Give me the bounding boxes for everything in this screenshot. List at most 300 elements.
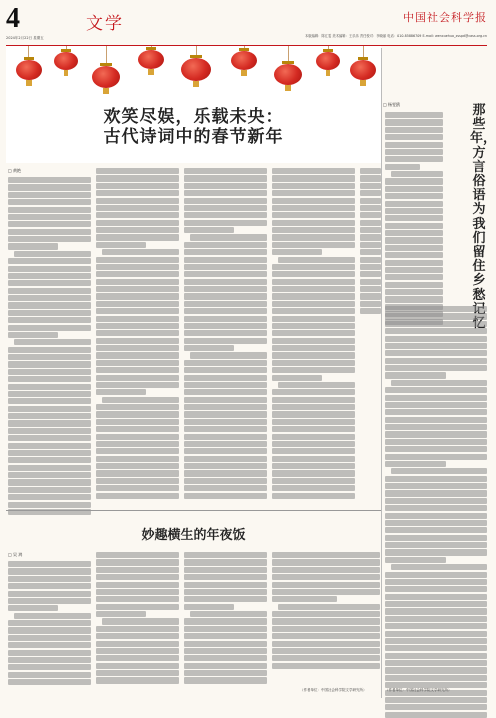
text-line: [385, 343, 487, 349]
text-line: [184, 493, 267, 499]
text-line: [184, 367, 267, 373]
text-line: [272, 249, 322, 255]
text-line: [385, 350, 487, 356]
text-line: [8, 494, 91, 500]
text-line: [8, 310, 91, 316]
lantern-icon: [231, 51, 257, 70]
text-line: [385, 520, 487, 526]
text-line: [184, 470, 267, 476]
text-line: [385, 476, 487, 482]
text-line: [8, 420, 91, 426]
text-line: [385, 134, 443, 140]
text-line: [96, 434, 179, 440]
text-line: [184, 293, 267, 299]
text-line: [184, 242, 267, 248]
text-line: [184, 249, 267, 255]
text-line: [8, 177, 91, 183]
text-line: [272, 360, 355, 366]
text-line: [184, 655, 267, 661]
text-line: [96, 456, 179, 462]
text-line: [272, 286, 355, 292]
text-line: [272, 552, 380, 558]
lantern-icon: [181, 58, 211, 81]
text-line: [184, 574, 267, 580]
text-line: [272, 330, 355, 336]
masthead: [6, 5, 487, 45]
text-line: [96, 360, 179, 366]
text-line: [385, 424, 487, 430]
text-line: [8, 280, 91, 286]
text-line: [184, 360, 267, 366]
feature-column-5: [360, 168, 381, 506]
text-line: [360, 308, 381, 314]
lantern-icon: [138, 50, 164, 69]
lantern-icon: [316, 52, 340, 70]
text-line: [385, 653, 487, 659]
text-line: [272, 641, 380, 647]
text-line: [272, 663, 380, 669]
text-line: [8, 406, 91, 412]
text-line: [385, 245, 443, 251]
text-line: [272, 618, 380, 624]
text-line: [360, 257, 381, 263]
text-line: [385, 358, 487, 364]
text-line: [96, 633, 179, 639]
text-line: [360, 183, 381, 189]
text-line: [385, 535, 487, 541]
text-line: [8, 221, 91, 227]
text-line: [96, 463, 179, 469]
sidebar-column-2: [385, 306, 487, 686]
text-line: [96, 316, 179, 322]
text-line: [8, 591, 91, 597]
text-line: [385, 645, 487, 651]
text-line: [8, 354, 91, 360]
text-line: [278, 382, 355, 388]
text-line: [190, 234, 267, 240]
text-line: [385, 461, 446, 467]
text-line: [385, 549, 487, 555]
lantern-icon: [16, 60, 42, 80]
text-line: [8, 398, 91, 404]
feature-column-2: [96, 168, 179, 506]
text-line: [184, 404, 267, 410]
text-line: [8, 236, 91, 242]
text-line: [102, 618, 179, 624]
text-line: [184, 382, 267, 388]
text-line: [360, 175, 381, 181]
text-line: [184, 582, 267, 588]
text-line: [391, 171, 443, 177]
text-line: [385, 660, 487, 666]
text-line: [8, 258, 91, 264]
text-line: [96, 604, 179, 610]
text-line: [360, 220, 381, 226]
text-line: [184, 205, 267, 211]
text-line: [385, 252, 443, 258]
text-line: [96, 175, 179, 181]
text-line: [360, 279, 381, 285]
text-line: [385, 296, 443, 302]
text-line: [8, 332, 58, 338]
text-line: [385, 289, 443, 295]
text-line: [96, 574, 179, 580]
text-line: [96, 338, 179, 344]
text-line: [96, 552, 179, 558]
text-line: [360, 293, 381, 299]
text-line: [184, 338, 267, 344]
text-line: [8, 376, 91, 382]
text-line: [96, 559, 179, 565]
text-line: [8, 391, 91, 397]
text-line: [385, 697, 487, 703]
text-line: [184, 641, 267, 647]
text-line: [96, 596, 179, 602]
text-line: [96, 257, 179, 263]
text-line: [184, 190, 267, 196]
text-line: [8, 598, 91, 604]
text-line: [184, 677, 267, 683]
text-line: [385, 638, 487, 644]
text-line: [8, 465, 91, 471]
text-line: [14, 251, 91, 257]
text-line: [385, 365, 487, 371]
text-line: [385, 616, 487, 622]
text-line: [272, 205, 355, 211]
text-line: [385, 142, 443, 148]
text-line: [8, 472, 91, 478]
text-line: [391, 380, 487, 386]
text-line: [8, 192, 91, 198]
text-line: [385, 186, 443, 192]
text-line: [272, 493, 355, 499]
lantern-icon: [54, 52, 78, 70]
sidebar-column-1: [385, 112, 443, 302]
text-line: [385, 178, 443, 184]
text-line: [272, 478, 355, 484]
text-line: [96, 264, 179, 270]
text-line: [96, 582, 179, 588]
section-title: 文学: [86, 14, 124, 34]
text-line: [272, 389, 355, 395]
text-line: [385, 409, 487, 415]
text-line: [385, 446, 487, 452]
sidebar-title: [448, 103, 496, 303]
text-line: [8, 502, 91, 508]
text-line: [360, 286, 381, 292]
text-line: [96, 426, 179, 432]
text-line: [184, 448, 267, 454]
text-line: [184, 308, 267, 314]
text-line: [96, 345, 179, 351]
text-line: [8, 347, 91, 353]
text-line: [385, 579, 487, 585]
text-line: [385, 601, 487, 607]
text-line: [272, 463, 355, 469]
text-line: [8, 635, 91, 641]
text-line: [184, 227, 234, 233]
text-line: [96, 589, 179, 595]
feature-column-1: [8, 168, 91, 506]
text-line: [184, 301, 267, 307]
text-line: [184, 589, 267, 595]
text-line: [184, 411, 267, 417]
text-line: [96, 567, 179, 573]
second-article-column-3: [184, 552, 267, 692]
text-line: [96, 375, 179, 381]
text-line: [96, 190, 179, 196]
text-line: [96, 448, 179, 454]
text-line: [385, 608, 487, 614]
text-line: [184, 279, 267, 285]
text-line: [272, 426, 355, 432]
text-line: [96, 242, 146, 248]
text-line: [8, 479, 91, 485]
text-line: [96, 286, 179, 292]
sidebar-title-text: 那些年，方言俗语为我们留住乡愁: [470, 103, 496, 303]
feature-subtitle: 古代诗词中的春节新年: [103, 127, 284, 147]
second-article-column-4: [272, 552, 380, 680]
feature-column-4: [272, 168, 355, 506]
text-line: [184, 648, 267, 654]
text-line: [96, 470, 179, 476]
text-line: [385, 336, 487, 342]
text-line: [8, 229, 91, 235]
text-line: [272, 242, 355, 248]
text-line: [385, 201, 443, 207]
text-line: [360, 242, 381, 248]
text-line: [14, 613, 91, 619]
text-line: [184, 212, 267, 218]
text-line: [272, 419, 355, 425]
text-line: [184, 478, 267, 484]
text-line: [385, 490, 487, 496]
second-article-title: 妙趣横生的年夜饭: [141, 528, 246, 543]
article-divider: [6, 510, 381, 511]
text-line: [96, 485, 179, 491]
text-line: [360, 198, 381, 204]
text-line: [184, 257, 267, 263]
text-line: [96, 220, 179, 226]
text-line: [96, 279, 179, 285]
text-line: [184, 426, 267, 432]
text-line: [184, 345, 234, 351]
text-line: [272, 308, 355, 314]
text-line: [184, 663, 267, 669]
text-line: [8, 568, 91, 574]
text-line: [96, 183, 179, 189]
text-line: [272, 190, 355, 196]
text-line: [96, 205, 179, 211]
text-line: [272, 316, 355, 322]
text-line: [272, 596, 337, 602]
text-line: [385, 631, 487, 637]
text-line: [184, 168, 267, 174]
text-line: [272, 234, 355, 240]
text-line: [8, 450, 91, 456]
lantern-icon: [350, 60, 376, 80]
text-line: [184, 323, 267, 329]
text-line: [272, 582, 380, 588]
lantern-icon: [92, 66, 120, 88]
text-line: [184, 604, 234, 610]
text-line: [184, 330, 267, 336]
text-line: [272, 367, 355, 373]
text-line: [385, 527, 487, 533]
text-line: [8, 361, 91, 367]
text-line: [184, 626, 267, 632]
sidebar-author-note: （作者单位：中国社会科学院文学研究所）: [385, 688, 452, 692]
text-line: [385, 454, 487, 460]
text-line: [272, 655, 380, 661]
text-line: [272, 175, 355, 181]
text-line: [385, 260, 443, 266]
text-line: [184, 389, 267, 395]
text-line: [385, 439, 487, 445]
text-line: [8, 317, 91, 323]
text-line: [184, 485, 267, 491]
text-line: [385, 164, 420, 170]
text-line: [272, 441, 355, 447]
text-line: [385, 675, 487, 681]
text-line: [272, 404, 355, 410]
text-line: [96, 234, 179, 240]
text-line: [385, 328, 487, 334]
text-line: [272, 411, 355, 417]
text-line: [272, 323, 355, 329]
text-line: [96, 330, 179, 336]
text-line: [385, 557, 446, 563]
text-line: [391, 564, 487, 570]
text-line: [385, 667, 487, 673]
text-line: [8, 561, 91, 567]
text-line: [96, 411, 179, 417]
text-line: [360, 234, 381, 240]
text-line: [96, 323, 179, 329]
text-line: [184, 397, 267, 403]
text-line: [190, 611, 267, 617]
text-line: [272, 352, 355, 358]
text-line: [385, 372, 446, 378]
text-line: [272, 456, 355, 462]
text-line: [385, 321, 487, 327]
text-line: [96, 389, 146, 395]
text-line: [272, 559, 380, 565]
text-line: [385, 542, 487, 548]
text-line: [184, 183, 267, 189]
text-line: [385, 215, 443, 221]
text-line: [8, 679, 91, 685]
text-line: [272, 168, 355, 174]
text-line: [8, 243, 58, 249]
feature-hero: [6, 46, 381, 163]
text-line: [272, 264, 355, 270]
text-line: [96, 670, 179, 676]
text-line: [96, 382, 179, 388]
text-line: [8, 325, 91, 331]
text-line: [184, 419, 267, 425]
feature-title: 欢笑尽娱，乐载未央：: [103, 107, 284, 127]
text-line: [8, 664, 91, 670]
text-line: [96, 168, 179, 174]
text-line: [272, 574, 380, 580]
text-line: [272, 293, 355, 299]
text-line: [96, 478, 179, 484]
text-line: [96, 626, 179, 632]
text-line: [184, 633, 267, 639]
text-line: [8, 214, 91, 220]
text-line: [184, 670, 267, 676]
text-line: [385, 267, 443, 273]
sidebar-divider: [381, 48, 382, 698]
text-line: [184, 552, 267, 558]
text-line: [184, 220, 267, 226]
editors-line: 本版编辑：陈汇雯 美术编辑：王乐乐 责任校对：李晓丽 电话：010-85886709 E-mail: wenxuehuo_zsspd@cass.org.cn: [304, 34, 487, 38]
text-line: [102, 249, 179, 255]
text-line: [272, 212, 355, 218]
text-line: [272, 485, 355, 491]
text-line: [385, 313, 487, 319]
text-line: [385, 387, 487, 393]
page-number: 4: [6, 3, 20, 34]
text-line: [385, 623, 487, 629]
text-line: [272, 301, 355, 307]
text-line: [385, 237, 443, 243]
text-line: [385, 274, 443, 280]
text-line: [184, 375, 267, 381]
text-line: [360, 264, 381, 270]
second-article-byline: □ 吴 鸿: [8, 552, 23, 557]
text-line: [272, 626, 380, 632]
text-line: [8, 288, 91, 294]
text-line: [272, 183, 355, 189]
text-line: [96, 641, 179, 647]
text-line: [8, 576, 91, 582]
text-line: [8, 199, 91, 205]
text-line: [272, 271, 355, 277]
text-line: [96, 404, 179, 410]
text-line: [385, 572, 487, 578]
lantern-icon: [274, 64, 302, 85]
text-line: [272, 611, 380, 617]
text-line: [278, 604, 380, 610]
text-line: [385, 505, 487, 511]
text-line: [385, 395, 487, 401]
text-line: [8, 605, 58, 611]
text-line: [96, 293, 179, 299]
text-line: [272, 198, 355, 204]
text-line: [385, 306, 487, 312]
text-line: [360, 205, 381, 211]
text-line: [184, 264, 267, 270]
text-line: [272, 279, 355, 285]
text-line: [8, 650, 91, 656]
text-line: [385, 223, 443, 229]
text-line: [96, 441, 179, 447]
text-line: [385, 586, 487, 592]
text-line: [184, 271, 267, 277]
text-line: [8, 435, 91, 441]
text-line: [184, 175, 267, 181]
text-line: [184, 463, 267, 469]
text-line: [272, 567, 380, 573]
text-line: [184, 618, 267, 624]
text-line: [8, 627, 91, 633]
text-line: [8, 413, 91, 419]
text-line: [8, 487, 91, 493]
text-line: [8, 583, 91, 589]
text-line: [8, 384, 91, 390]
